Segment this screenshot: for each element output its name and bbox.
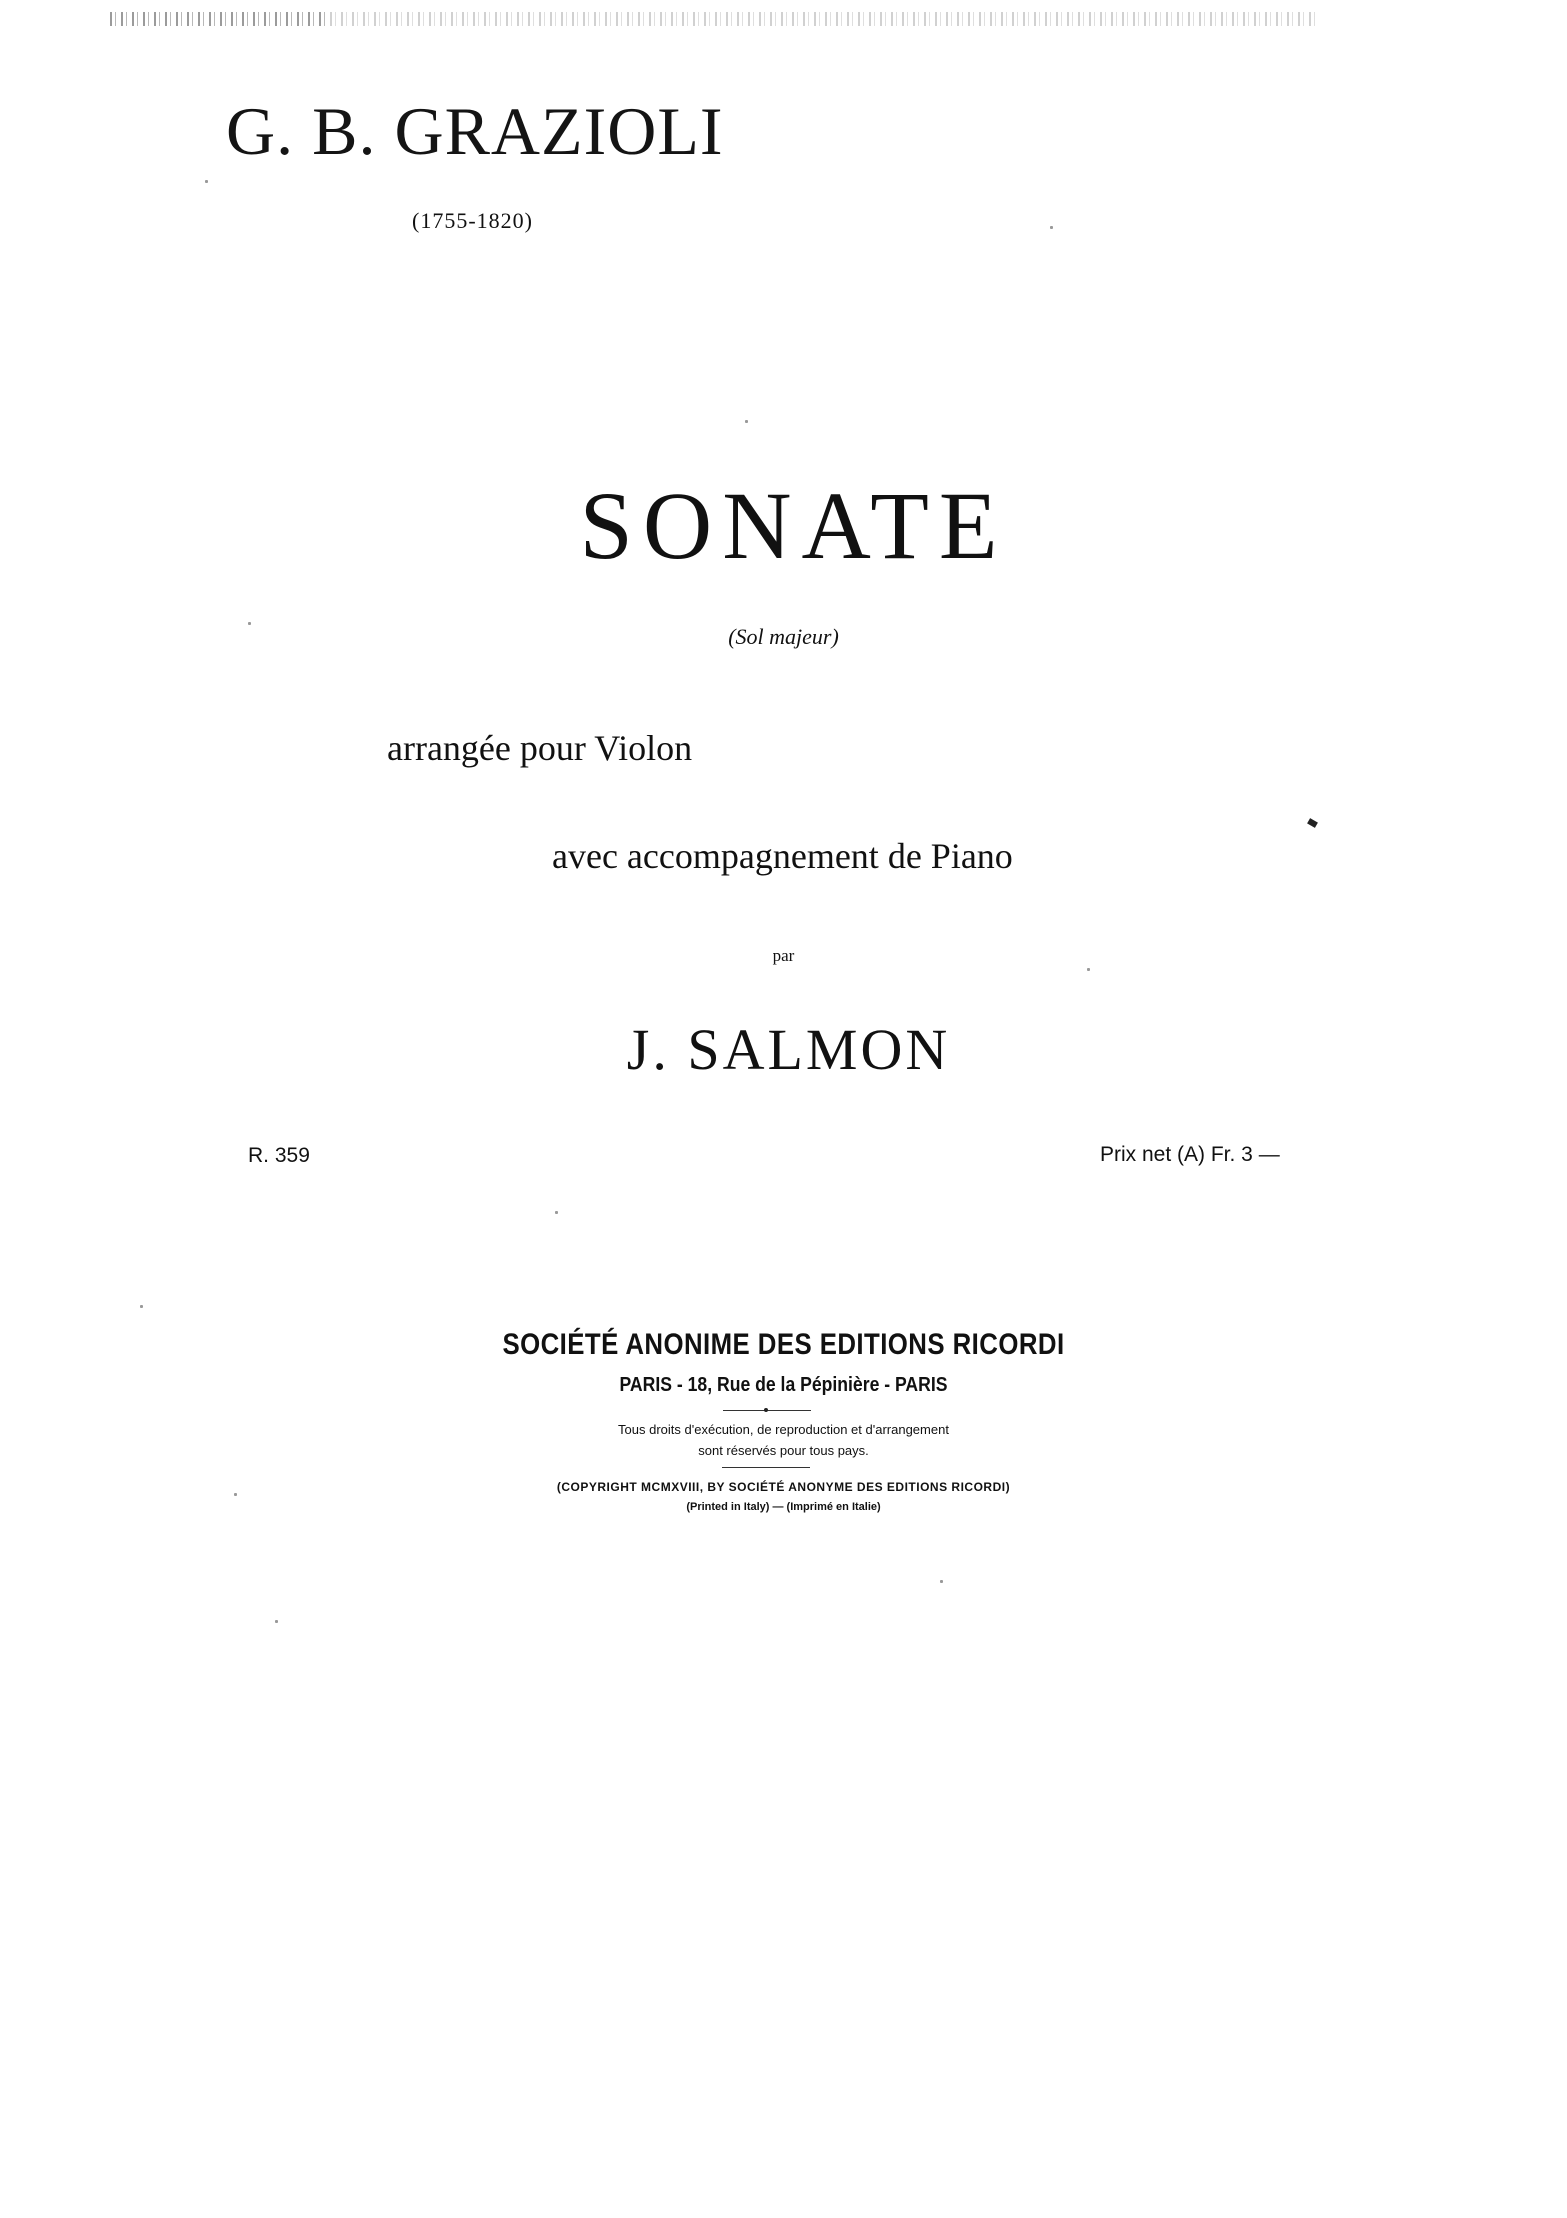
work-key: (Sol majeur) [728, 624, 839, 649]
scan-speck [140, 1305, 143, 1308]
scan-speck [745, 420, 748, 423]
scan-noise-top-dense [110, 12, 330, 26]
printed-notice: (Printed in Italy) — (Imprimé en Italie) [686, 1501, 881, 1513]
rights-line-1: Tous droits d'exécution, de reproduction et d'arrangement [618, 1422, 949, 1437]
scan-speck [205, 180, 208, 183]
catalog-number: R. 359 [248, 1144, 310, 1167]
publisher-divider-ornament [764, 1408, 768, 1412]
work-title: SONATE [579, 472, 1008, 579]
scan-speck [940, 1580, 943, 1583]
scan-speck [1050, 226, 1053, 229]
scan-speck [555, 1211, 558, 1214]
scan-blot [1307, 818, 1318, 828]
composer-name: G. B. GRAZIOLI [226, 93, 724, 169]
arrangement-line-1: arrangée pour Violon [387, 728, 693, 768]
scan-speck [1087, 968, 1090, 971]
publisher-name: SOCIÉTÉ ANONIME DES EDITIONS RICORDI [502, 1328, 1065, 1361]
rights-line-2: sont réservés pour tous pays. [698, 1443, 869, 1458]
arrangement-line-2: avec accompagnement de Piano [552, 836, 1013, 876]
composer-dates: (1755-1820) [412, 208, 533, 233]
price-label: Prix net (A) Fr. 3 — [1100, 1143, 1280, 1166]
arranger-name: J. SALMON [626, 1017, 951, 1082]
copyright-notice: (COPYRIGHT MCMXVIII, BY SOCIÉTÉ ANONYME DES EDITIONS RICORDI) [556, 1480, 1011, 1494]
by-label: par [772, 946, 795, 965]
publisher-address: PARIS - 18, Rue de la Pépinière - PARIS [619, 1374, 948, 1396]
rights-divider [722, 1467, 810, 1468]
scan-speck [275, 1620, 278, 1623]
